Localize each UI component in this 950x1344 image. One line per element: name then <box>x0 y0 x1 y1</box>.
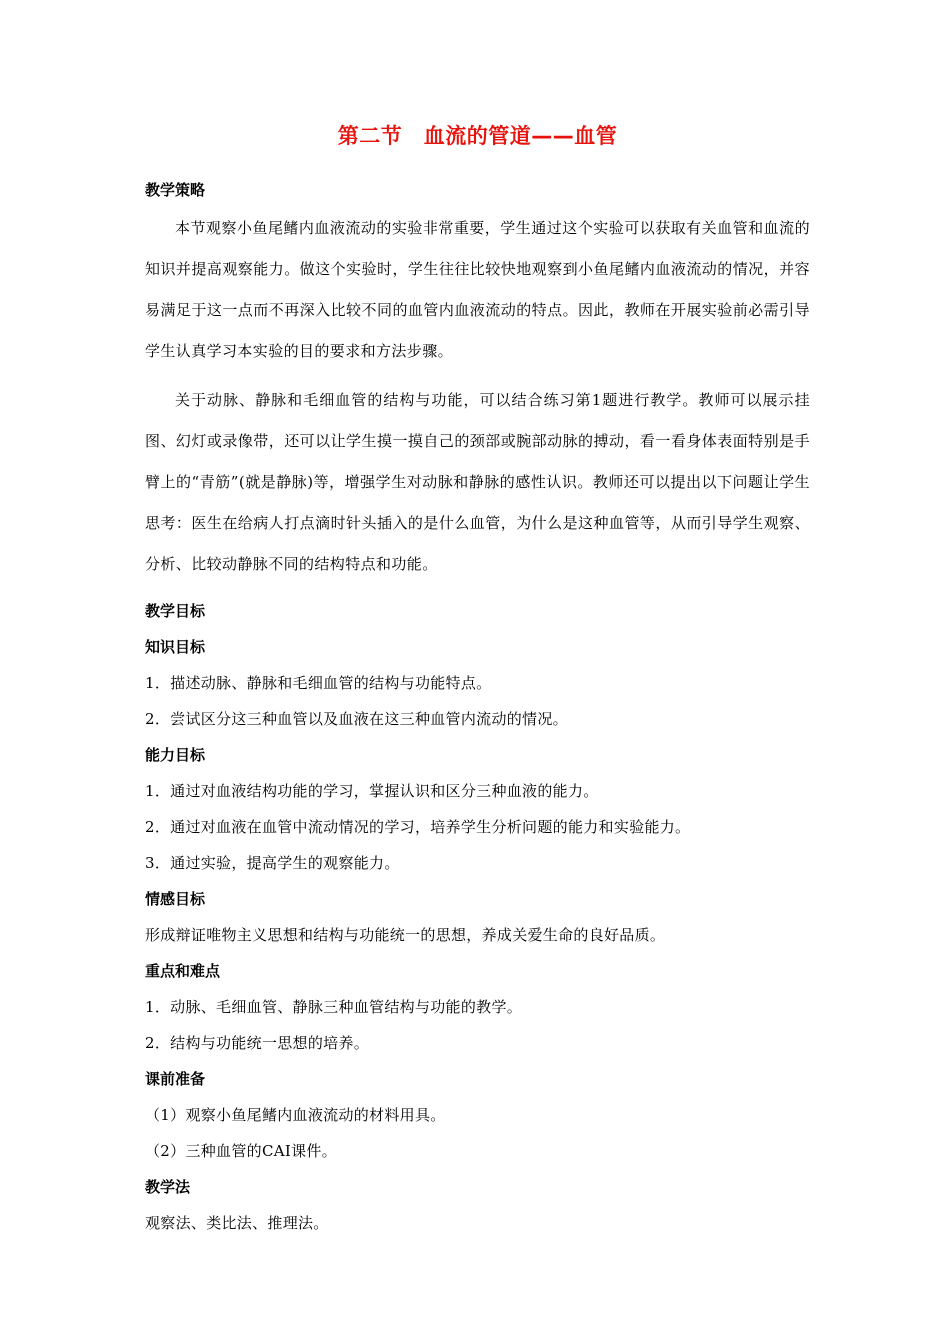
list-item: 2．尝试区分这三种血管以及血液在这三种血管内流动的情况。 <box>145 710 568 728</box>
list-item: （2）三种血管的CAI课件。 <box>145 1142 337 1160</box>
section-heading-goals: 教学目标 <box>145 602 206 620</box>
section-heading-methods: 教学法 <box>145 1178 191 1196</box>
page-title: 第二节 血流的管道——血管 <box>337 124 618 148</box>
list-item: 1．通过对血液结构功能的学习，掌握认识和区分三种血液的能力。 <box>145 782 599 800</box>
list-item: 2．通过对血液在血管中流动情况的学习，培养学生分析问题的能力和实验能力。 <box>145 818 691 836</box>
section-heading-strategy: 教学策略 <box>145 181 206 199</box>
list-item: 3．通过实验，提高学生的观察能力。 <box>145 854 400 872</box>
list-item: 1．动脉、毛细血管、静脉三种血管结构与功能的教学。 <box>145 998 523 1016</box>
strategy-paragraph-1: 本节观察小鱼尾鳍内血液流动的实验非常重要，学生通过这个实验可以获取有关血管和血流的知识并提高观察能力。做这个实验时，学生往往比较快地观察到小鱼尾鳍内血液流动的情况，并容易满足于这一点而不再深入比较不同的血管内血液流动的特点。因此，教师在开展实验前必需引导学生认真学习本实验的目的要求和方法步骤。 <box>145 219 810 360</box>
list-item: （1）观察小鱼尾鳍内血液流动的材料用具。 <box>145 1106 446 1124</box>
section-heading-preparation: 课前准备 <box>145 1070 206 1088</box>
emotion-text: 形成辩证唯物主义思想和结构与功能统一的思想，养成关爱生命的良好品质。 <box>145 926 666 944</box>
strategy-paragraph-2: 关于动脉、静脉和毛细血管的结构与功能，可以结合练习第1题进行教学。教师可以展示挂图、幻灯或录像带，还可以让学生摸一摸自己的颈部或腕部动脉的搏动，看一看身体表面特别是手臂上的“青筋”(就是静脉)等，增强学生对动脉和静脉的感性认识。教师还可以提出以下问题让学生思考：医生在给病人打点滴时针头插入的是什么血管，为什么是这种血管等，从而引导学生观察、分析、比较动静脉不同的结构特点和功能。 <box>145 391 810 573</box>
list-item: 1．描述动脉、静脉和毛细血管的结构与功能特点。 <box>145 674 492 692</box>
list-item: 2．结构与功能统一思想的培养。 <box>145 1034 370 1052</box>
subheading-knowledge: 知识目标 <box>145 638 206 656</box>
document-page <box>145 118 810 1241</box>
section-heading-keypoints: 重点和难点 <box>145 962 221 980</box>
methods-text: 观察法、类比法、推理法。 <box>145 1214 329 1232</box>
subheading-ability: 能力目标 <box>145 746 206 764</box>
subheading-emotion: 情感目标 <box>145 890 206 908</box>
